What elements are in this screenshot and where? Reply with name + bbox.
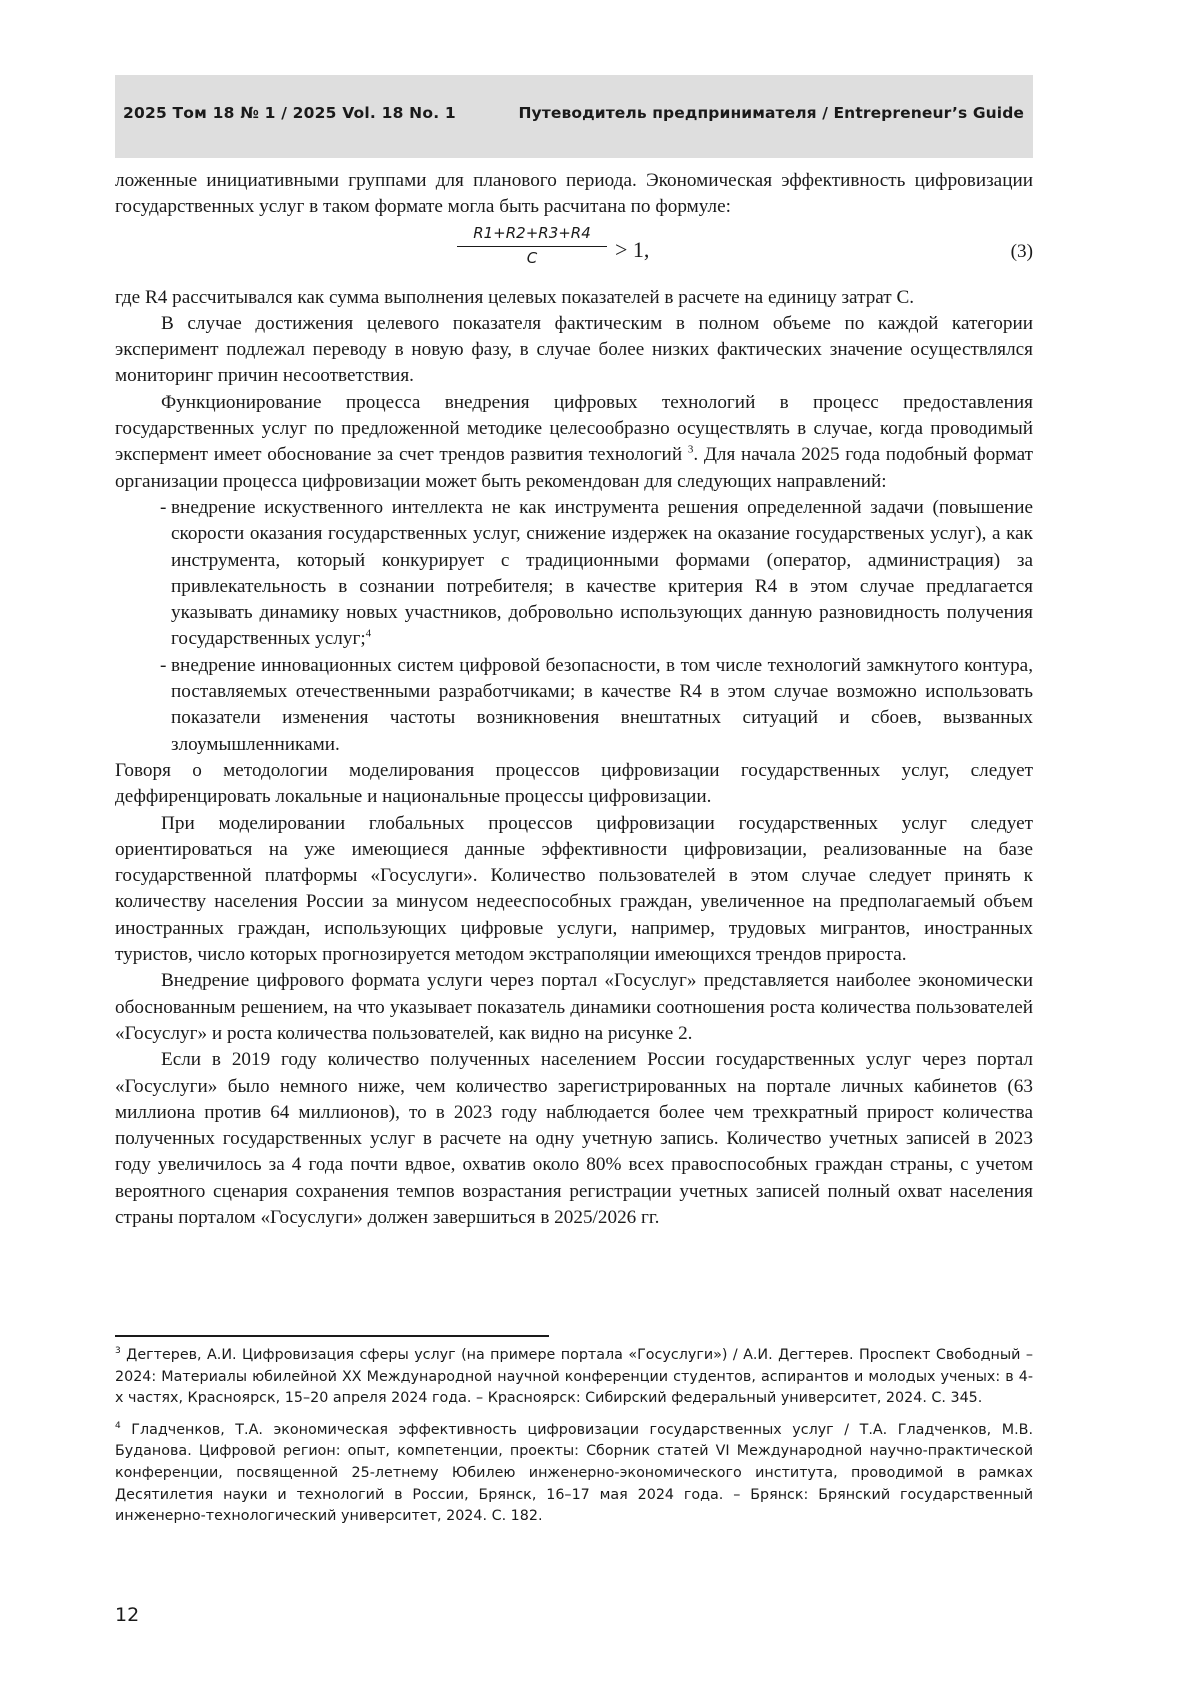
formula-numerator: R1+R2+R3+R4 [457,223,607,247]
formula-relation: > 1, [615,236,650,262]
formula-denominator: C [526,248,538,267]
paragraph: При моделировании глобальных процессов цифровизации государственных услуг следует ориентироваться на уже имеющиеся данные эффективности цифровизации, реализованные на базе государственной платформы «Госуслуги». Количество пользователей в этом случае следует принять к количеству населения России за минусом недееспособных граждан, увеличенное на предполагаемый объем иностранных граждан, использующих цифровые услуги, например, трудовых мигрантов, иностранных туристов, число которых прогнозируется методом экстраполяции имеющихся трендов прироста. [115,812,1033,966]
footnote-mark: 4 [115,1421,121,1432]
paragraph-continuation: ложенные инициативными группами для планового периода. Экономическая эффективность цифровизации государственных услуг в таком формате могла быть расчитана по формуле: [115,170,1033,218]
formula-3 [115,223,1033,281]
footnote-ref-3[interactable]: 3 [687,443,694,456]
article-body [115,168,1033,1231]
page-number: 12 [115,1604,140,1626]
list-item-text: внедрение инновационных систем цифровой безопасности, в том числе технологий замкнутого контура, поставляемых отечественными разработчиками; в качестве R4 в этом случае возможно использовать показатели изменения частоты возникновения внештатных ситуаций и сбоев, вызванных злоумышленниками. [171,654,1033,755]
footnote-divider [115,1335,549,1337]
journal-issue-info: 2025 Том 18 № 1 / 2025 Vol. 18 No. 1 [123,104,456,122]
bullet-list [115,495,1033,758]
footnote-mark: 3 [115,1346,121,1357]
footnote-text: Гладченков, Т.А. экономическая эффективность цифровизации государственных услуг / Т.А. Гладченков, М.В. Буданова. Цифровой регион: опыт, компетенции, проекты: Сборник статей VI Международной научно-практической конференции, посвященной 25-летнему Юбилею инженерно-экономического института, проводимой в рамках Десятилетия науки и технологий в России, Брянск, 16–17 мая 2024 года. – Брянск: Брянский государственный инженерно-технологический университет, 2024. С. 182. [115,1421,1034,1525]
paragraph: В случае достижения целевого показателя фактическим в полном объеме по каждой категории эксперимент подлежал переводу в новую фазу, в случае более низких фактических значение осуществлялся мониторинг причин несоответствия. [115,312,1033,387]
footnote-4 [115,1420,1033,1528]
footnote-text: Дегтерев, А.И. Цифровизация сферы услуг (на примере портала «Госуслуги») / А.И. Дегтерев. Проспект Свободный – 2024: Материалы юбилейной XX Международной научной конференции студентов, аспирантов и молодых ученых: в 4-х частях, Красноярск, 15–20 апреля 2024 года. – Красноярск: Сибирский федеральный университет, 2024. С. 345. [115,1347,1034,1407]
paragraph-where: где R4 рассчитывался как сумма выполнения целевых показателей в расчете на единицу затрат C. [115,286,915,308]
list-item-text: внедрение искуственного интеллекта не как инструмента решения определенной задачи (повышение скорости оказания государственных услуг, снижение издержек на оказание государственых услуг), а как инструмента, который конкурирует с традиционными формами (оператор, администрация) за привлекательность в сознании потребителя; в качестве критерия R4 в этом случае предлагается указывать динамику новых участников, добровольно использующих данную разновидность получения государственных услуг; [171,496,1033,650]
paragraph: Внедрение цифрового формата услуги через портал «Госуслуг» представляется наиболее экономически обоснованным решением, на что указывает показатель динамики соотношения роста количества пользователей «Госуслуг» и роста количества пользователей, как видно на рисунке 2. [115,970,1033,1044]
journal-title: Путеводитель предпринимателя / Entrepreneur’s Guide [518,104,1024,122]
footnote-ref-4[interactable]: 4 [365,628,372,641]
formula-fraction [457,223,607,269]
list-dash: - [160,496,167,518]
list-dash: - [160,654,167,676]
paragraph-text: . Для начала 2025 года подобный формат организации процесса цифровизации может быть рекомендован для следующих направлений: [115,444,1034,492]
list-item [115,495,1033,653]
running-header [115,75,1033,158]
footnote-3 [115,1345,1033,1410]
paragraph: Если в 2019 году количество полученных населением России государственных услуг через портал «Госуслуги» было немного ниже, чем количество зарегистрированных на портале личных кабинетов (63 миллиона против 64 миллионов), то в 2023 году наблюдается более чем трехкратный прирост количества полученных государственных услуг в расчете на одну учетную запись. Количество учетных записей в 2023 году увеличилось за 4 года почти вдвое, охватив около 80% всех правоспособных граждан страны, с учетом вероятного сценария сохранения темпов возрастания регистрации учетных записей полный охват населения страны порталом «Госуслуги» должен завершиться в 2025/2026 гг. [115,1049,1033,1228]
formula-number: (3) [1010,240,1033,262]
paragraph-text: Функционирование процесса внедрения цифровых технологий в процесс предоставления государственных услуг по предложенной методике целесообразно осуществлять в случае, когда проводимый экспермент имеет обоснование за счет трендов развития технологий [115,391,1033,466]
paragraph: Говоря о методологии моделирования процессов цифровизации государственных услуг, следует деффиренцировать локальные и национальные процессы цифровизации. [115,759,1033,808]
paragraph [115,390,1033,495]
footnotes [115,1345,1033,1538]
list-item [115,653,1033,758]
